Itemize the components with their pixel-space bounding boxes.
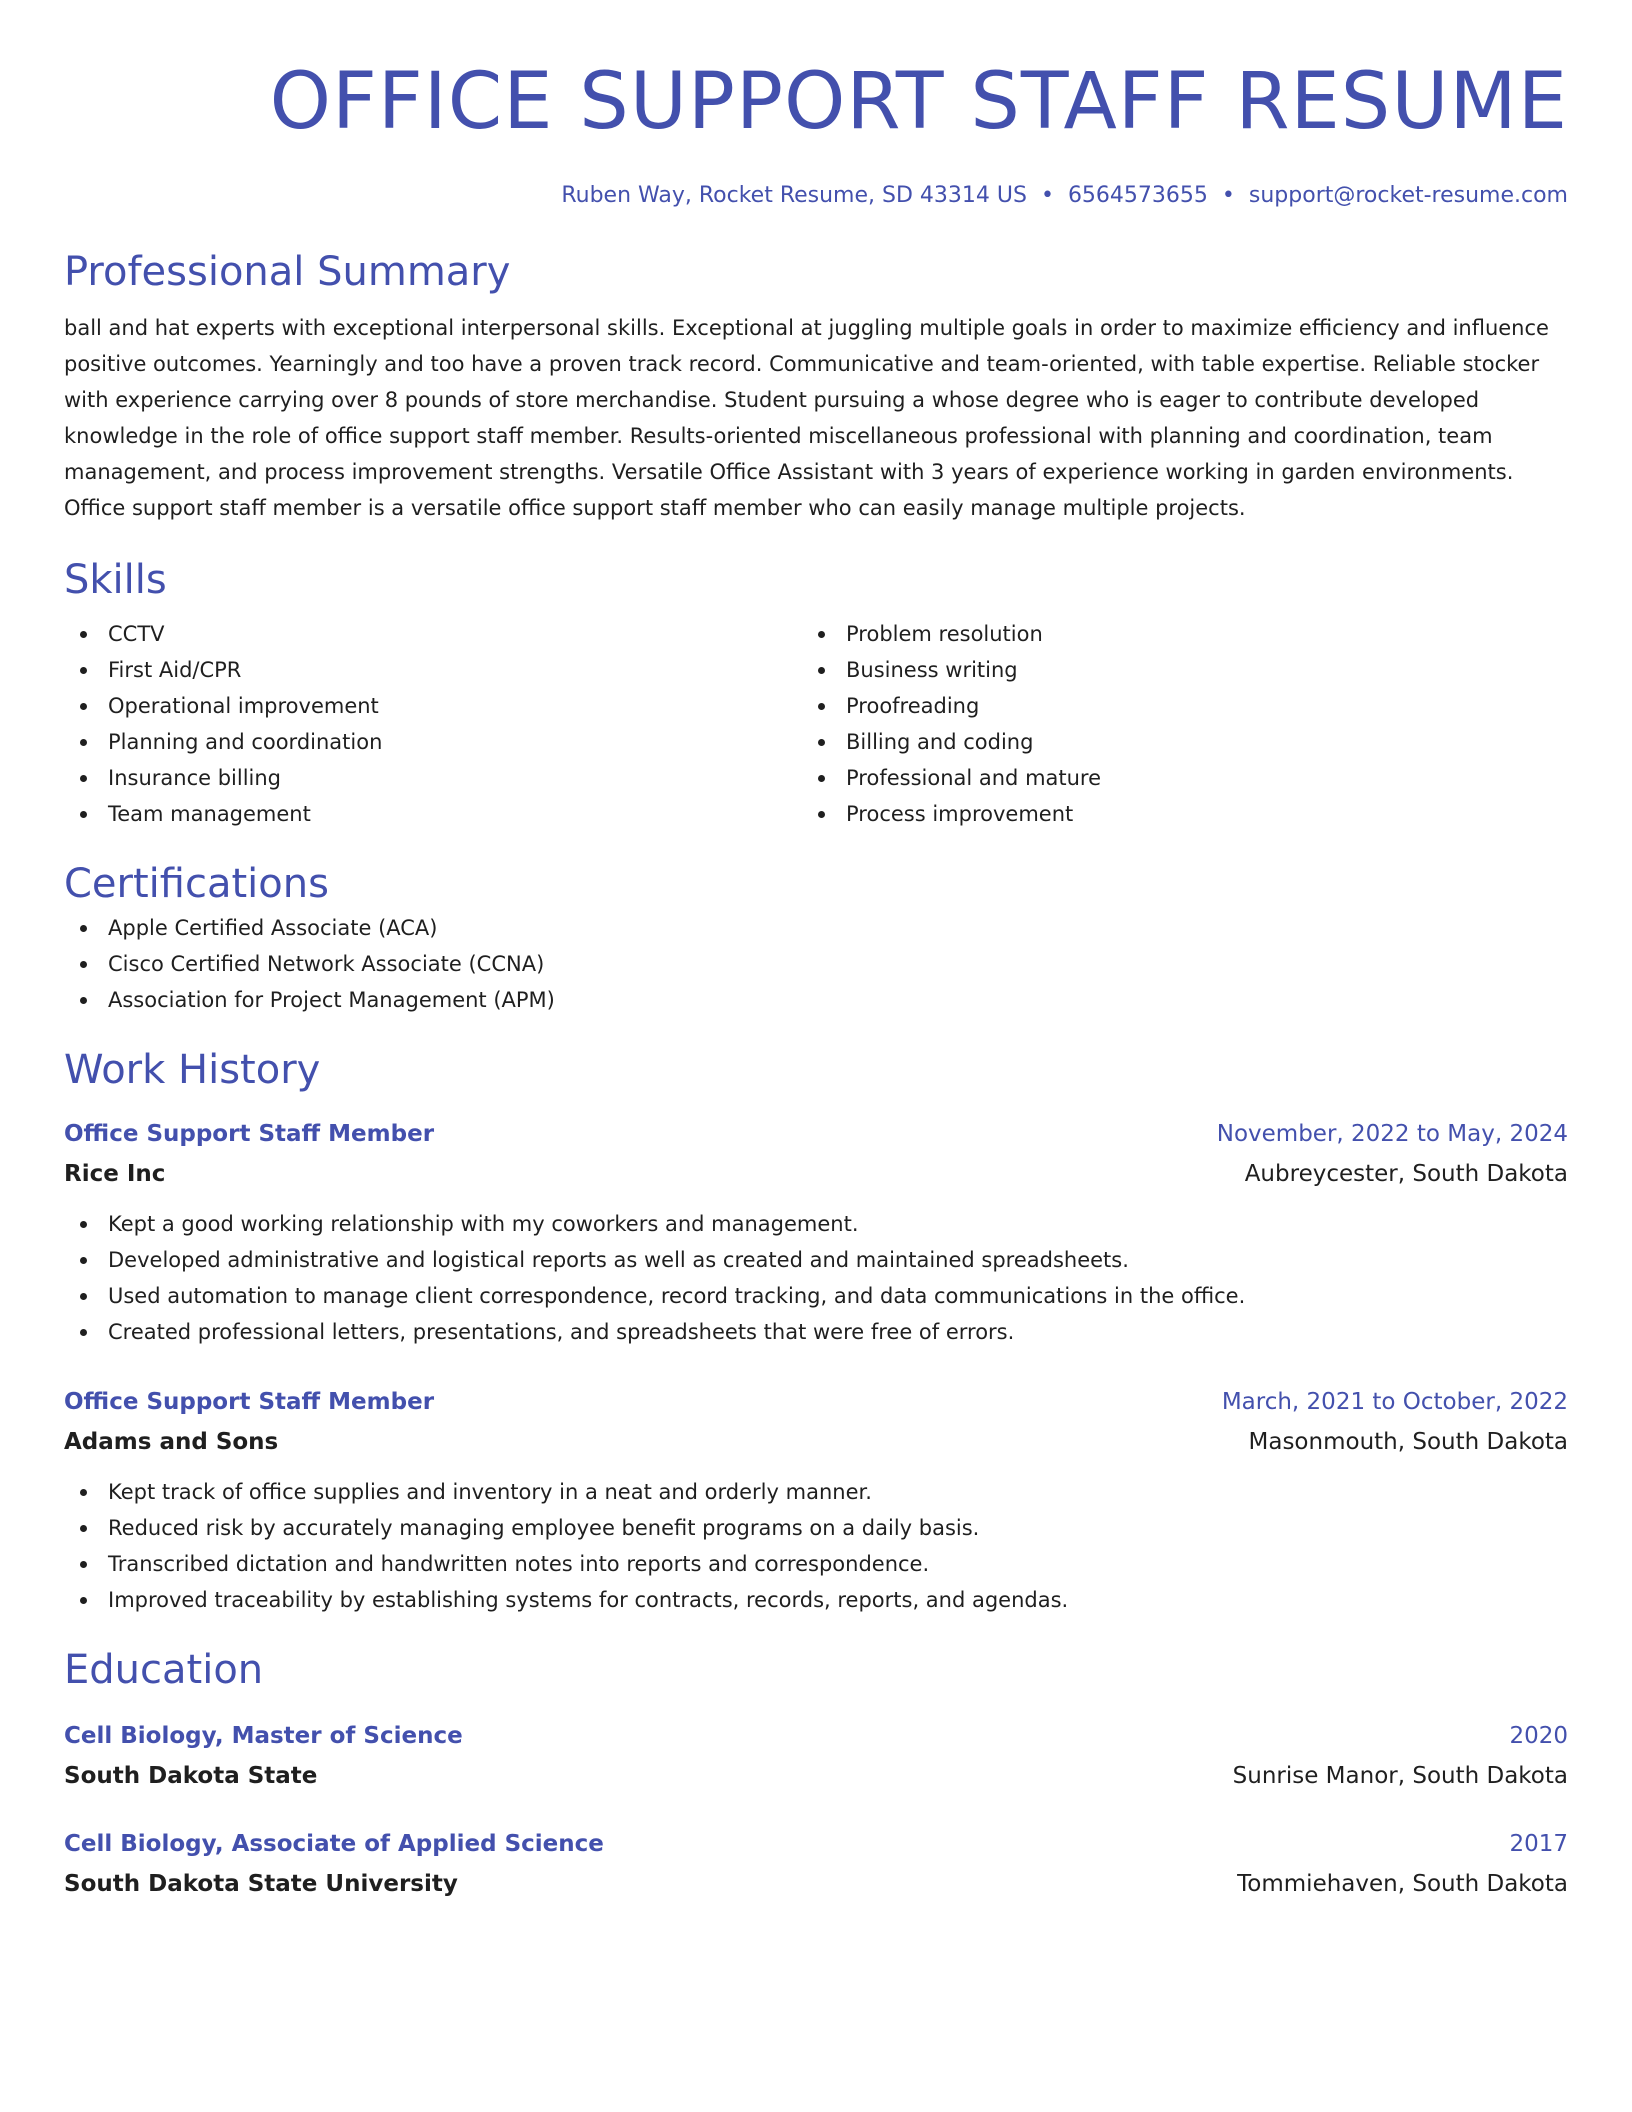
summary-text: ball and hat experts with exceptional interpersonal skills. Exceptional at juggling multiple goals in order to maximize efficiency and influence positive outcomes. Yearningly and too have a proven track record. Communicative and team-oriented, with table expertise. Reliable stocker with experience carrying over 8 pounds of store merchandise. Student pursuing a whose degree who is eager to contribute developed knowledge in the role of office support staff member. Results-oriented miscellaneous professional with planning and coordination, team management, and process improvement strengths. Versatile Office Assistant with 3 years of experience working in garden environments. Office support staff member is a versatile office support staff member who can easily manage multiple projects. xyxy=(64,316,1549,520)
skill-item: Team management xyxy=(64,796,802,832)
contact-line xyxy=(64,182,1568,210)
education-location: Tommiehaven, South Dakota xyxy=(1237,1871,1568,1897)
job-subheader xyxy=(64,1154,1568,1194)
education-degree: Cell Biology, Master of Science xyxy=(64,1723,463,1749)
job-header xyxy=(64,1114,1568,1154)
skills-left-column xyxy=(64,616,802,832)
job-bullet: Developed administrative and logistical reports as well as created and maintained spreadsheets. xyxy=(64,1242,1568,1278)
skill-item: Billing and coding xyxy=(802,724,1540,760)
education-entry xyxy=(64,1824,1568,1904)
skill-item: Process improvement xyxy=(802,796,1540,832)
skill-item: Proofreading xyxy=(802,688,1540,724)
job-dates: March, 2021 to October, 2022 xyxy=(1221,1389,1568,1415)
job-header xyxy=(64,1382,1568,1422)
job-bullet: Kept track of office supplies and inventory in a neat and orderly manner. xyxy=(64,1474,1568,1510)
education-year: 2020 xyxy=(1509,1723,1568,1749)
skill-item: Insurance billing xyxy=(64,760,802,796)
certification-item: Association for Project Management (APM) xyxy=(64,982,1568,1018)
skill-item: Operational improvement xyxy=(64,688,802,724)
contact-phone: 6564573655 xyxy=(1067,183,1208,208)
skills-list xyxy=(64,616,1568,832)
job-role: Office Support Staff Member xyxy=(64,1389,435,1415)
job-bullet: Kept a good working relationship with my coworkers and management. xyxy=(64,1206,1568,1242)
job-bullet: Reduced risk by accurately managing employee benefit programs on a daily basis. xyxy=(64,1510,1568,1546)
education-location: Sunrise Manor, South Dakota xyxy=(1232,1763,1568,1789)
skill-item: Problem resolution xyxy=(802,616,1540,652)
contact-email: support@rocket-resume.com xyxy=(1248,183,1568,208)
skill-item: CCTV xyxy=(64,616,802,652)
contact-address: Ruben Way, Rocket Resume, SD 43314 US xyxy=(561,183,1027,208)
education-school: South Dakota State University xyxy=(64,1871,458,1897)
contact-separator: • xyxy=(1040,183,1054,208)
job-entry xyxy=(64,1382,1568,1618)
job-bullets xyxy=(64,1206,1568,1350)
job-dates: November, 2022 to May, 2024 xyxy=(1216,1121,1568,1147)
skill-item: First Aid/CPR xyxy=(64,652,802,688)
certifications-heading: Certifications xyxy=(64,861,329,907)
education-heading: Education xyxy=(64,1647,264,1693)
resume-title: OFFICE SUPPORT STAFF RESUME xyxy=(269,57,1568,147)
education-header xyxy=(64,1716,1568,1756)
certification-item: Apple Certified Associate (ACA) xyxy=(64,910,1568,946)
job-bullet: Used automation to manage client correspondence, record tracking, and data communications in the office. xyxy=(64,1278,1568,1314)
job-subheader xyxy=(64,1422,1568,1462)
job-company: Adams and Sons xyxy=(64,1429,279,1455)
job-location: Aubreycester, South Dakota xyxy=(1244,1161,1568,1187)
education-entry xyxy=(64,1716,1568,1796)
education-school: South Dakota State xyxy=(64,1763,318,1789)
certifications-list xyxy=(64,910,1568,1018)
skills-heading: Skills xyxy=(64,557,167,603)
job-role: Office Support Staff Member xyxy=(64,1121,435,1147)
skill-item: Business writing xyxy=(802,652,1540,688)
job-location: Masonmouth, South Dakota xyxy=(1248,1429,1568,1455)
job-entry xyxy=(64,1114,1568,1350)
work-history-heading: Work History xyxy=(64,1047,321,1093)
education-header xyxy=(64,1824,1568,1864)
job-bullet: Improved traceability by establishing systems for contracts, records, reports, and agendas. xyxy=(64,1582,1568,1618)
education-degree: Cell Biology, Associate of Applied Science xyxy=(64,1831,604,1857)
skill-item: Planning and coordination xyxy=(64,724,802,760)
certification-item: Cisco Certified Network Associate (CCNA) xyxy=(64,946,1568,982)
job-bullets xyxy=(64,1474,1568,1618)
job-company: Rice Inc xyxy=(64,1161,166,1187)
education-subheader xyxy=(64,1756,1568,1796)
job-bullet: Transcribed dictation and handwritten notes into reports and correspondence. xyxy=(64,1546,1568,1582)
skill-item: Professional and mature xyxy=(802,760,1540,796)
job-bullet: Created professional letters, presentations, and spreadsheets that were free of errors. xyxy=(64,1314,1568,1350)
skills-right-column xyxy=(802,616,1540,832)
contact-separator: • xyxy=(1221,183,1235,208)
education-subheader xyxy=(64,1864,1568,1904)
education-year: 2017 xyxy=(1509,1831,1568,1857)
summary-heading: Professional Summary xyxy=(64,249,511,295)
